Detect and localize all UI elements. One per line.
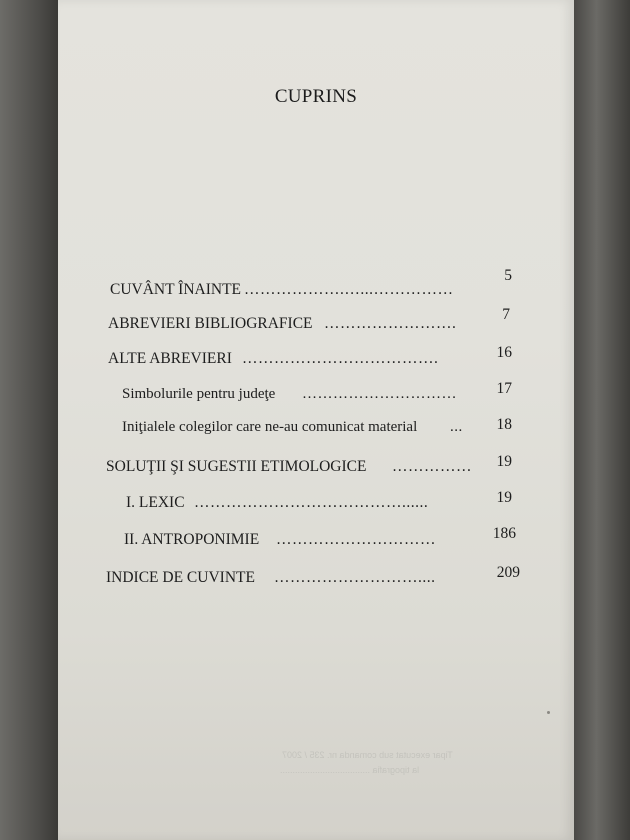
toc-entry-leader: ……………….…...……………: [244, 281, 454, 298]
toc-entry-label: I. LEXIC: [126, 494, 185, 511]
toc-entry-leader: ...: [450, 419, 463, 435]
toc-entry: [106, 458, 472, 476]
bleed-through-line: la tipografia ....................................: [280, 765, 420, 775]
toc-entry-page: 5: [504, 267, 512, 284]
toc-entry-page: 19: [496, 453, 512, 470]
toc-entry: [122, 386, 457, 403]
paper-speck: [547, 711, 550, 714]
toc-entry-label: SOLUŢII ŞI SUGESTII ETIMOLOGICE: [106, 458, 367, 475]
toc-entry: [110, 281, 454, 299]
toc-entry: [108, 315, 457, 333]
toc-entry-label: INDICE DE CUVINTE: [106, 569, 255, 586]
toc-entry-label: Iniţialele colegilor care ne-au comunicat material: [122, 419, 418, 435]
toc-entry: [122, 419, 463, 436]
toc-entry-label: ABREVIERI BIBLIOGRAFICE: [108, 315, 313, 332]
toc-entry: [108, 350, 439, 368]
toc-entry-page: 7: [502, 306, 510, 323]
toc-entry-label: Simbolurile pentru judeţe: [122, 386, 276, 402]
toc-entry-leader: …………………………………......: [194, 494, 429, 511]
toc-entry-page: 17: [496, 380, 512, 397]
toc-entry: [124, 531, 436, 549]
toc-entry-leader: …………………………: [302, 386, 457, 402]
page-right-shadow: [574, 0, 630, 840]
toc-entry: [106, 569, 436, 587]
toc-entry: [126, 494, 429, 512]
toc-entry-leader: ……………………………….: [242, 350, 439, 367]
page-left-shadow: [0, 0, 58, 840]
toc-entry-label: CUVÂNT ÎNAINTE: [110, 281, 242, 298]
toc-entry-page: 18: [496, 416, 512, 433]
toc-entry-leader: …………………………: [276, 531, 436, 548]
toc-entry-leader: ………………………....: [274, 569, 436, 586]
toc-entry-page: 16: [496, 344, 512, 361]
book-page: [58, 0, 574, 840]
bleed-through-line: Tipar executat sub comanda nr. 235 / 2007: [282, 750, 453, 760]
toc-entry-leader: …………………….: [324, 315, 457, 332]
toc-entry-leader: ……………: [392, 458, 472, 475]
toc-entry-page: 186: [492, 525, 516, 542]
toc-entry-page: 19: [496, 489, 512, 506]
toc-entry-page: 209: [496, 564, 520, 581]
page-title: CUPRINS: [274, 86, 358, 107]
toc-entry-label: II. ANTROPONIMIE: [124, 531, 260, 548]
toc-entry-label: ALTE ABREVIERI: [108, 350, 232, 367]
